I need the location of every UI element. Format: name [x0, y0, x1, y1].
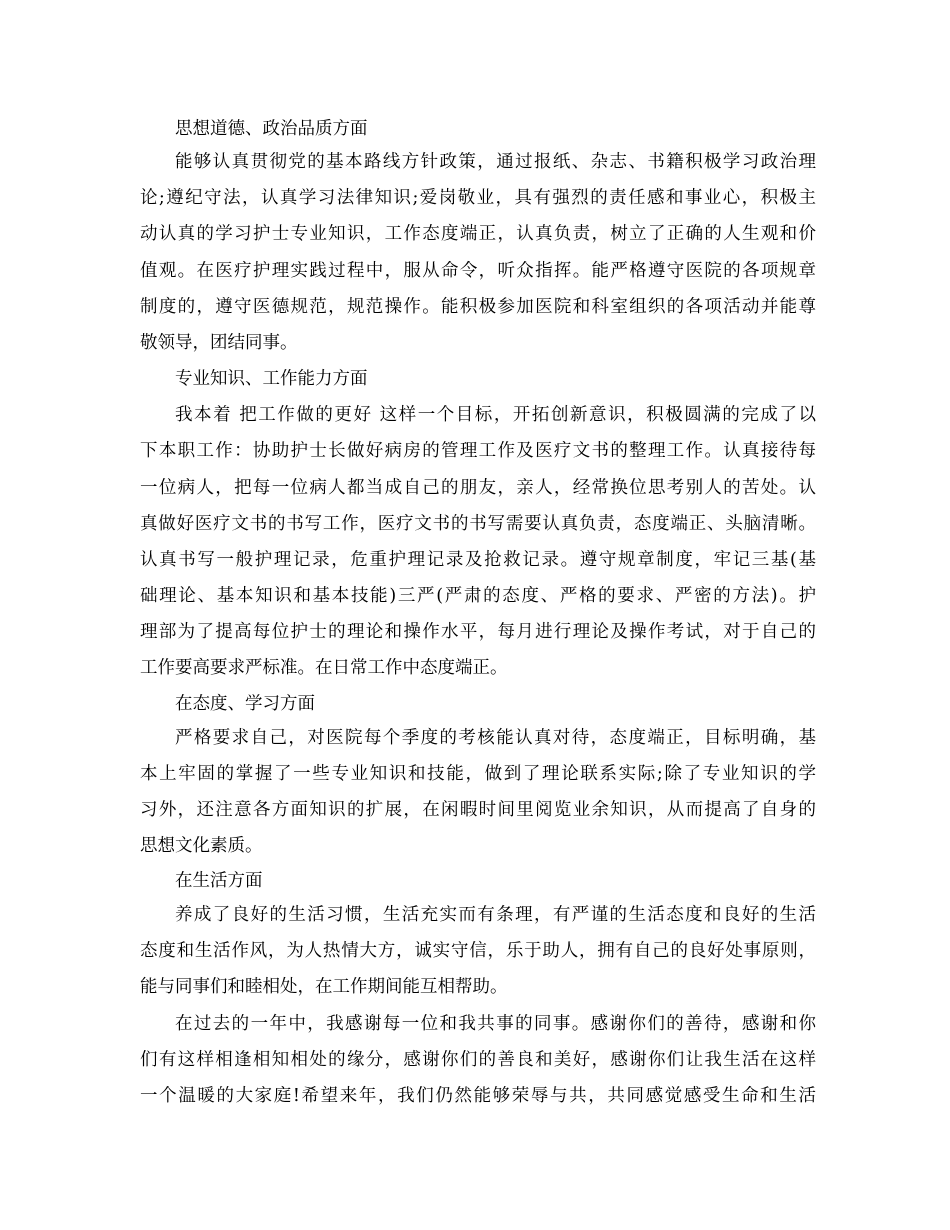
paragraph-line: 我本着 把工作做的更好 这样一个目标，开拓创新意识，积极圆满的完成了以 [175, 405, 816, 425]
paragraph-line: 值观。在医疗护理实践过程中，服从命令，听众指挥。能严格遵守医院的各项规章 [140, 261, 816, 281]
paragraph-line: 真做好医疗文书的书写工作，医疗文书的书写需要认真负责，态度端正、头脑清晰。 [140, 514, 816, 534]
paragraph-line: 养成了良好的生活习惯，生活充实而有条理，有严谨的生活态度和良好的生活 [175, 905, 816, 925]
paragraph-line: 一位病人，把每一位病人都当成自己的朋友，亲人，经常换位思考别人的苦处。认 [140, 478, 816, 498]
paragraph-line: 工作要高要求严标准。在日常工作中态度端正。 [140, 658, 508, 678]
section-heading: 在生活方面 [175, 871, 263, 891]
paragraph-line: 论;遵纪守法，认真学习法律知识;爱岗敬业，具有强烈的责任感和事业心，积极主 [140, 188, 816, 208]
paragraph-line: 在过去的一年中，我感谢每一位和我共事的同事。感谢你们的善待，感谢和你 [175, 1014, 816, 1034]
paragraph-line: 础理论、基本知识和基本技能)三严(严肃的态度、严格的要求、严密的方法)。护 [140, 586, 816, 606]
paragraph-line: 认真书写一般护理记录，危重护理记录及抢救记录。遵守规章制度，牢记三基(基 [140, 550, 816, 570]
section-heading: 思想道德、政治品质方面 [175, 119, 368, 139]
paragraph-line: 们有这样相逢相知相处的缘分，感谢你们的善良和美好，感谢你们让我生活在这样 [140, 1050, 816, 1070]
paragraph-line: 敬领导，团结同事。 [140, 333, 298, 353]
paragraph-line: 一个温暖的大家庭!希望来年，我们仍然能够荣辱与共，共同感觉感受生命和生活 [140, 1086, 816, 1106]
paragraph-line: 能够认真贯彻党的基本路线方针政策，通过报纸、杂志、书籍积极学习政治理 [175, 152, 816, 172]
paragraph-line: 理部为了提高每位护士的理论和操作水平，每月进行理论及操作考试，对于自己的 [140, 622, 816, 642]
paragraph-line: 思想文化素质。 [140, 836, 263, 856]
paragraph-line: 严格要求自己，对医院每个季度的考核能认真对待，态度端正，目标明确，基 [175, 728, 816, 748]
paragraph-line: 下本职工作：协助护士长做好病房的管理工作及医疗文书的整理工作。认真接待每 [140, 441, 816, 461]
paragraph-line: 能与同事们和睦相处，在工作期间能互相帮助。 [140, 977, 508, 997]
section-heading: 专业知识、工作能力方面 [175, 369, 368, 389]
section-heading: 在态度、学习方面 [175, 694, 315, 714]
paragraph-line: 本上牢固的掌握了一些专业知识和技能，做到了理论联系实际;除了专业知识的学 [140, 764, 816, 784]
paragraph-line: 习外，还注意各方面知识的扩展，在闲暇时间里阅览业余知识，从而提高了自身的 [140, 800, 816, 820]
paragraph-line: 态度和生活作风，为人热情大方，诚实守信，乐于助人，拥有自己的良好处事原则， [140, 941, 816, 961]
paragraph-line: 动认真的学习护士专业知识，工作态度端正，认真负责，树立了正确的人生观和价 [140, 224, 816, 244]
paragraph-line: 制度的，遵守医德规范，规范操作。能积极参加医院和科室组织的各项活动并能尊 [140, 297, 816, 317]
